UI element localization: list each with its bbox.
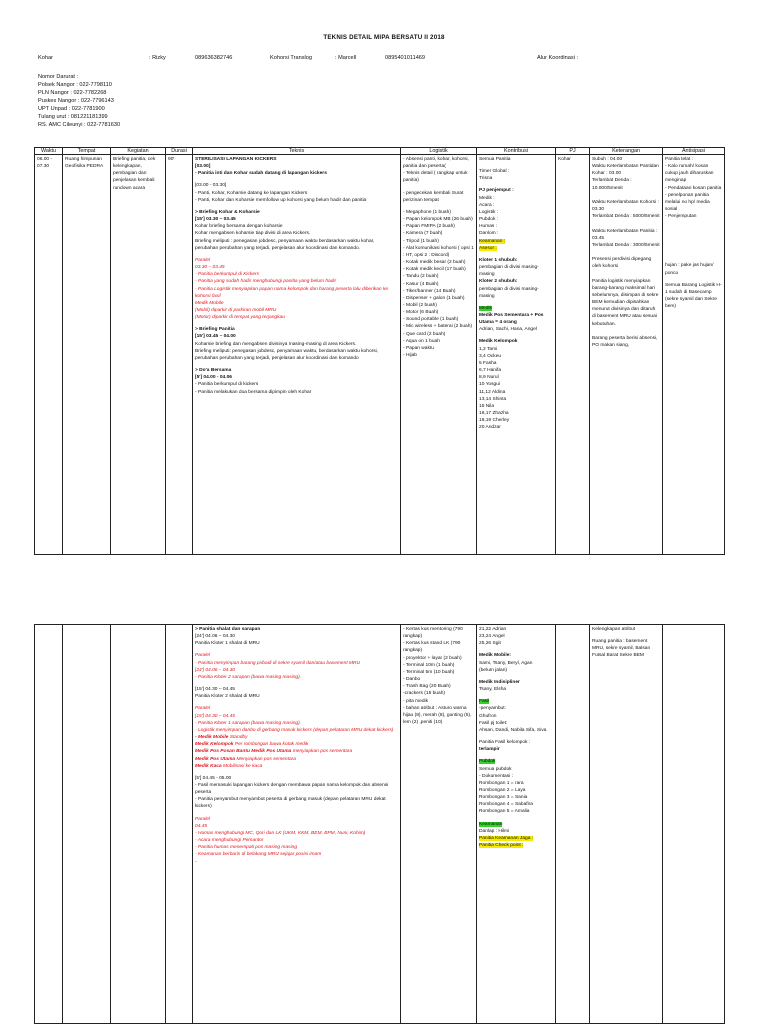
- teknis-red-line: - Acara menghubungi Pemantor: [195, 838, 264, 844]
- column-header-waktu: Waktu: [35, 148, 63, 155]
- logistik-item: - Danbo: [403, 677, 421, 683]
- logistik-item: - Que card (2 buah): [403, 331, 446, 337]
- kontribusi-line: 10 Yosgui: [479, 382, 501, 388]
- column-header-durasi: Durasi: [166, 148, 193, 155]
- kontribusi-line: Ahsan, Dandi, Nabila Sifa, Siva: [479, 727, 547, 733]
- teknis-red-line: 03.30 – 03.45: [195, 265, 225, 271]
- emergency-item: Tulang urut : 081221181399: [38, 114, 108, 121]
- emergency-item: Puskes Nangor : 022-7796143: [38, 98, 114, 105]
- logistik-item: - Megaphone (1 buah): [403, 209, 451, 215]
- logistik-item: - Hijab: [403, 353, 417, 359]
- kontribusi-line: 6,7 Hanifa: [479, 368, 502, 374]
- teknis-red-line: 04.45: [195, 823, 208, 829]
- column-header-kontribusi: Kontribusi: [477, 148, 556, 155]
- teknis-line: Kohar mengabsen koharsie tiap divisi di area Kickers.: [195, 231, 311, 237]
- teknis-red-line: - Logistik menyimpan danbo di gerbang masuk kickers (depan pelataran MRU dekat kickers): [195, 727, 394, 733]
- coordinator-role-2: Kohorsi Translog: [270, 55, 312, 61]
- teknis-time: [24'] 04.06 – 04.30: [195, 634, 235, 640]
- kontribusi-line: Semua pubdok: [479, 766, 512, 772]
- emergency-numbers: [38, 73, 120, 129]
- table-header-row: [35, 148, 725, 155]
- teknis-red-bold: Medik Kelompok: [195, 742, 234, 748]
- kontribusi-line: 15 Nila: [479, 403, 495, 409]
- logistik-item: - Kertas kus mentoring (790 rangkap): [403, 627, 463, 640]
- logistik-item: - proyektor + layar (2 buah): [403, 655, 462, 661]
- cell-pj: Kohar: [556, 155, 590, 555]
- logistik-item: - Papan kelompok MB (26 buah): [403, 217, 473, 223]
- teknis-red-bold: - Medik Mobile: [195, 735, 229, 741]
- keterangan-line: Panitia logistik menyiapkan barang-barang maksimal hari sebelumnya, disimpan di sekre BEM kemudian dipisahkan menurut divisinya dan ditaruh di basement MRU atau sesuai kebutuhan.: [592, 278, 659, 327]
- teknis-time: [03.00]: [195, 164, 211, 170]
- logistik-item: - Terminal 10m (1 buah): [403, 662, 455, 668]
- logistik-item: - pengecekan kembali Surat perizinan tempat: [403, 190, 464, 203]
- highlight-pubdok: Pubdok: [479, 759, 496, 765]
- keterangan-line: Terlambat Denda : 5000/5menit: [592, 214, 660, 220]
- teknis-red-line: - Keamanan berbaris di belakang MRU sejajar posisi imam: [195, 852, 322, 858]
- logistik-item: - Aqua on 1 buah: [403, 338, 440, 344]
- kontribusi-line: Tsany, Elsha: [479, 687, 507, 693]
- teknis-line: - Panitia melakukan doa bersama dipimpin oleh Kohar: [195, 389, 312, 395]
- logistik-item: - Kamera (7 buah): [403, 231, 443, 237]
- kontribusi-line: 25,26 Sgit: [479, 641, 501, 647]
- kontribusi-heading: Medik Kelompok: [479, 339, 518, 345]
- cell-durasi: [166, 625, 193, 1024]
- kontribusi-heading: Medik Pos Sementara + Pos Utama = 4 orang: [479, 312, 544, 326]
- logistik-item: - Papan waktu: [403, 345, 434, 351]
- keterangan-line: [592, 271, 660, 278]
- emergency-item: RS. AMC Cileunyi : 022-7781630: [38, 122, 121, 129]
- antisipasi-line: - Pendataan kosan panitia: [665, 185, 722, 191]
- teknis-red-bold: Medik Pos Posan Bantu Medik Pos Utama: [195, 749, 292, 755]
- cell-logistik: [401, 155, 477, 555]
- logistik-item: - Alat komunikasi kohorsi ( opsi 1 : HT, opsi 2 : Discord): [403, 245, 474, 258]
- cell-kegiatan: [111, 625, 166, 1024]
- teknis-red-line: menyiapkan pos sementara: [292, 749, 353, 755]
- teknis-heading: STERILISASI LAPANGAN KICKERS: [195, 157, 277, 162]
- teknis-red-line: Per rombongan bawa kotak medik: [234, 742, 309, 748]
- kontribusi-line: Pubdok :: [479, 217, 499, 223]
- teknis-time: [03.00 - 03.30]: [195, 183, 227, 189]
- keterangan-line: [592, 192, 660, 199]
- keterangan-line: Waktu Keterlambatan Panitia : 03.45: [592, 228, 658, 241]
- emergency-item: UPT Unpad : 022-7781900: [38, 106, 105, 113]
- teknis-red-line: (Mobil) diparkir di parkiran mobil MRU: [195, 307, 277, 313]
- kontribusi-line: Humas :: [479, 224, 498, 230]
- highlight-check-point: Panitia Check point :: [479, 843, 524, 849]
- teknis-red-line: [24'] 04.06 – 04.30: [195, 667, 235, 673]
- teknis-red-line: - Panitia humas menempati pos masing masing: [195, 845, 298, 851]
- logistik-item: -crackers (15 buah): [403, 691, 445, 697]
- teknis-line: - Panitia berkumpul di kickers: [195, 382, 259, 388]
- highlight-medik: Medik: [479, 305, 492, 311]
- teknis-red-line: - Panitia Kloter 2 sarapan (bawa masing masing).: [195, 674, 302, 680]
- antisipasi-line: - penelponan panitia melalui no hp/ media sosial: [665, 192, 710, 213]
- teknis-paralel-label: Paralel: [195, 257, 211, 263]
- column-header-kegiatan: Kegiatan: [111, 148, 166, 155]
- teknis-red-line: - Panitia Logistik menyiapkan papan nama kelompok dan barang peserta lalu diberikan ke kohorsi fasil: [195, 286, 389, 299]
- cell-durasi: 90': [166, 155, 193, 555]
- teknis-line: - Panitia inti dan Kohar sudah datang di lapangan kickers: [195, 171, 327, 177]
- teknis-paralel-label: Paralel: [195, 706, 211, 712]
- highlight-asesor: Asesor :: [479, 245, 497, 251]
- kontribusi-line: - Dokumentasi :: [479, 773, 513, 779]
- cell-teknis: [193, 155, 401, 555]
- keterangan-line: Presensi perdivisi dipegang oleh kohorsi: [592, 257, 652, 270]
- kontribusi-line: (belum jalan): [479, 667, 507, 673]
- highlight-keamanan: Keamanan :: [479, 238, 506, 244]
- kontribusi-heading: Medik Indisipliner: [479, 679, 520, 685]
- emergency-item: PLN Nangor : 022-7782268: [38, 90, 107, 97]
- cell-pj: [556, 625, 590, 1024]
- keterangan-line: Barang peserta berisi absensi, PO makan siang,: [592, 335, 658, 349]
- logistik-item: - Tiker/banner (14 Buah): [403, 288, 456, 294]
- document-title: TEKNIS DETAIL MIPA BERSATU II 2018: [323, 34, 445, 41]
- cell-waktu: [35, 625, 63, 1024]
- column-header-keterangan: Keterangan: [590, 148, 663, 155]
- highlight-panitia-keamanan: Panitia Keamanan Jaga :: [479, 835, 534, 841]
- teknis-line: - Panti, Kohar dan Koharsie memfollow up kohorsi yang belum hadir dan panitia: [195, 197, 367, 203]
- teknis-heading: > Briefing Kohar & Koharsie: [195, 209, 260, 215]
- antisipasi-line: Semua Barang Logistik H-1 sudah di Basecamp (sekre syamil dan Sekre bem): [665, 282, 722, 310]
- keterangan-line: Waktu Keterlambatan Kohorsi : 03.30: [592, 199, 659, 213]
- logistik-item: - Terminal 5m (10 buah): [403, 669, 455, 675]
- teknis-line: - Panitia penyambut menyambut peserta di gerbang masuk (depan pelataran MRU dekat kickers): [195, 797, 386, 810]
- cell-antisipasi: [663, 625, 725, 1024]
- teknis-line: - Panti, Kohar, Koharsie datang ke lapangan Kickers: [195, 190, 308, 196]
- schedule-table-1: [34, 147, 725, 555]
- keterangan-line: Ruang panitia : basement MRU, sekre syamil, Balsan Futsal Barat Sekre BEM: [592, 639, 651, 659]
- kontribusi-line: 11,12 Aldina: [479, 389, 506, 395]
- kontribusi-line: Timer Global :: [479, 169, 510, 175]
- kontribusi-heading: Kloter 1 shubuh:: [479, 257, 518, 263]
- kontribusi-line: 8,9 Nurul: [479, 375, 499, 381]
- cell-kegiatan: Briefing panitia, cek kelengkapan, pembagian dan penjelasan kembali rundown acara: [111, 155, 166, 555]
- kontribusi-line: Adrian, Sachi, Hana, Angel: [479, 327, 537, 333]
- kontribusi-heading: PJ penjemput :: [479, 188, 514, 194]
- cell-tempat: Ruang himpunan Geofisika PEDRA: [63, 155, 111, 555]
- coordinator-phone-2: 0895401011469: [385, 55, 426, 61]
- column-header-antisipasi: Antisipasi: [663, 148, 725, 155]
- cell-logistik: [401, 625, 477, 1024]
- column-header-pj: PJ: [556, 148, 590, 155]
- teknis-red-line: - Humas menghubungi MC, Qori dan LK (UKM, KKM, BEM, BPM, Nuni, Kohim): [195, 830, 366, 836]
- teknis-time: [5'] 04.45 - 05.00: [195, 775, 232, 781]
- teknis-paralel-label: Paralel: [195, 816, 211, 822]
- emergency-title: Nomor Darurat :: [38, 74, 79, 80]
- teknis-red-line: Standby: [229, 735, 248, 741]
- teknis-heading: > Do'a Bersama: [195, 368, 232, 374]
- kontribusi-line: Sami, Tsany, Beryl, Agan: [479, 660, 533, 666]
- teknis-red-bold: Medik Pos Utama: [195, 756, 236, 762]
- kontribusi-line: Rombongan 3 = Sania: [479, 795, 528, 801]
- highlight-fasil: Fasil: [479, 699, 490, 705]
- alur-koordinasi-label: Alur Koordinasi :: [537, 55, 579, 61]
- teknis-time: [15'] 04.30 – 04.45: [195, 687, 235, 693]
- cell-keterangan: [590, 625, 663, 1024]
- cell-teknis: [193, 625, 401, 1024]
- logistik-item: - Kasur (4 Buah): [403, 281, 439, 287]
- column-header-logistik: Logistik: [401, 148, 477, 155]
- antisipasi-spacer: [665, 220, 722, 262]
- column-header-teknis: Teknis: [193, 148, 401, 155]
- logistik-item: - Teknis detail ( rangkap untuk panitia): [403, 171, 468, 184]
- teknis-time: [5'] 04.00 - 04.06: [195, 375, 232, 381]
- coordinator-row: [38, 55, 738, 65]
- logistik-item: - Kertas kus stand LK (790 rangkap): [403, 641, 461, 654]
- cell-kontribusi: [477, 155, 556, 555]
- logistik-item: - Papan FMIPA (2 buah): [403, 224, 455, 230]
- emergency-item: Polsek Nangor : 022-7798110: [38, 82, 112, 89]
- teknis-red-line: - Panitia berkumpul di Kickers: [195, 272, 260, 278]
- kontribusi-line: Medik :: [479, 195, 495, 201]
- teknis-line: Panitia Kloter 2 shalat di MRU: [195, 694, 260, 700]
- logistik-item: - bahan atribut : Asturo warna hijau (8), merah (8), gunting (5), lem (2) ,peniti (10): [403, 705, 472, 726]
- kontribusi-line: Danlom :: [479, 231, 499, 237]
- kontribusi-line: Ghufron: [479, 713, 497, 719]
- teknis-red-bold: Medik Kaca: [195, 763, 222, 769]
- kontribusi-heading: Kloter 2 shubuh:: [479, 279, 518, 285]
- kontribusi-line: 3,4 Ockeu: [479, 353, 502, 359]
- cell-antisipasi: [663, 155, 725, 555]
- teknis-red-line: Mobilisasi ke kaca: [223, 763, 263, 769]
- kontribusi-line: 20 Andzar: [479, 425, 501, 431]
- kontribusi-line: -penyambut:: [479, 706, 506, 712]
- logistik-item: - Trash Bag (20 Buah): [403, 684, 451, 690]
- kontribusi-line: Logistik :: [479, 209, 499, 215]
- logistik-item: - Absensi panti, kohar, kohorsi, panitia dan peserta(: [403, 157, 469, 170]
- kontribusi-line: 18,19 Cherley: [479, 418, 510, 424]
- kontribusi-line: Semua Panitia: [479, 157, 511, 162]
- keterangan-line: [592, 220, 660, 227]
- logistik-item: - Motor (6 Buah): [403, 310, 439, 316]
- kontribusi-heading: Medik Mobile:: [479, 653, 512, 659]
- teknis-line: Briefing meliputi : penegasan jobdesc, penyamaan waktu berdasarkan waktu kohar, perubahan perubahan yang terjadi, penjelasan alur koordinasi dan komando.: [195, 238, 375, 251]
- teknis-heading: > Briefing Panitia: [195, 327, 235, 333]
- teknis-red-line: Medik Mobile: [195, 300, 224, 306]
- keterangan-line: [592, 249, 660, 256]
- teknis-heading: > Panitia shalat dan sarapan: [195, 627, 261, 632]
- table-row: [35, 625, 725, 1024]
- logistik-item: - Mic wireless + baterai (2 buah): [403, 324, 473, 330]
- antisipasi-line: hujan : pake jas hujan/ ponco: [665, 263, 714, 276]
- logistik-item: - Tripod (1 buah): [403, 238, 439, 244]
- teknis-time: [15'] 03.45 – 04.00: [195, 334, 236, 340]
- keterangan-line: Subuh : 04.00: [592, 157, 623, 162]
- coordinator-name-1: : Rizky: [149, 55, 166, 61]
- teknis-line: - Fasil memasuki lapangan kickers dengan membawa papan nama kelompok dan absensi peserta: [195, 782, 389, 796]
- kontribusi-line: Acara :: [479, 202, 495, 208]
- keterangan-line: [592, 328, 660, 335]
- teknis-red-line: [15'] 04.30 – 04.45: [195, 713, 235, 719]
- cell-waktu: 06.00 - 07.30: [35, 155, 63, 555]
- logistik-item: - Tandu (2 buah): [403, 274, 439, 280]
- kontribusi-line: Rombongan 4 = Sabafira: [479, 802, 533, 808]
- teknis-red-line: (Motor) diparkir di tempat yang terjangkau: [195, 315, 285, 321]
- teknis-paralel-label: Paralel: [195, 653, 211, 659]
- keterangan-line: Terlambat Denda : 3000/5menit: [592, 242, 660, 248]
- teknis-line: -: [195, 859, 197, 865]
- logistik-item: - Mobil (2 buah): [403, 302, 437, 308]
- cell-keterangan: [590, 155, 663, 555]
- cell-tempat: [63, 625, 111, 1024]
- kontribusi-line: Fasil pj toilet:: [479, 720, 508, 726]
- logistik-item: - Sound portable (1 buah): [403, 317, 459, 323]
- schedule-table-2: [34, 624, 725, 1024]
- kontribusi-line: pembagian di divisi masing-masing: [479, 265, 539, 278]
- kontribusi-line: 21,22 Adrian: [479, 627, 507, 632]
- teknis-line: Briefing meliputi: penegasan jobdesc, penyamaan waktu, berdasarkan waktu kohorsi, perubahan perubahan yang terjadi, penjelasan alur koordinasi dan komando: [195, 348, 379, 361]
- teknis-line: Kohar briefing bersama dengan koharsie: [195, 224, 283, 230]
- kontribusi-line: Trisna: [479, 176, 493, 182]
- antisipasi-line: - Penjemputan: [665, 214, 697, 220]
- teknis-line: Panitia Kloter 1 shalat di MRU: [195, 641, 260, 647]
- kontribusi-line: 13,14 Shinta: [479, 396, 507, 402]
- kontribusi-line: 23,24 Angel: [479, 634, 505, 640]
- teknis-red-line: Menyiapkan pos sementara: [236, 756, 296, 762]
- teknis-red-line: - Panitia menyimpan barang pribadi di sekre syamil dan/atau basement MRU: [195, 660, 361, 666]
- teknis-line: Koharsie briefing dan mengabsen divisinya masing-masing di area Kickers.: [195, 341, 357, 347]
- teknis-red-line: - Panitia yang sudah hadir menghubungi panitia yang belum hadir: [195, 279, 337, 285]
- coordinator-name-2: : Marcell: [335, 55, 357, 61]
- logistik-item: - Dispenser + galon (1 buah): [403, 295, 465, 301]
- highlight-keamanan: Keamanan: [479, 821, 503, 827]
- kontribusi-line: 1,2 Tami: [479, 346, 498, 352]
- teknis-time: [15'] 03.30 – 03.45: [195, 217, 236, 223]
- kontribusi-line: Rombongan 1 = rara: [479, 780, 524, 786]
- logistik-item: - pita medik: [403, 698, 429, 704]
- kontribusi-line: 5 Fasha: [479, 360, 497, 366]
- teknis-red-line: - Panitia Kloter 1 sarapan (bawa masing masing).: [195, 720, 302, 726]
- table-row: [35, 155, 725, 555]
- kontribusi-line: terlampir: [479, 747, 500, 753]
- kontribusi-line: Rombongan 2 = Laya: [479, 787, 526, 793]
- logistik-item: - Kotak medik kecil (17 buah): [403, 267, 466, 273]
- kontribusi-line: Panitia Fasil kelompok :: [479, 740, 531, 746]
- keterangan-line: Terlambat Denda : 10.000/5menit: [592, 178, 632, 191]
- antisipasi-line: - Kalo rumah/ kosan cukup jauh diharuskan menginap: [665, 164, 714, 184]
- coordinator-phone-1: 089636382746: [195, 55, 233, 61]
- kontribusi-line: Danlap : Hilmi: [479, 828, 510, 834]
- coordinator-role-1: Kohar: [38, 55, 53, 61]
- kontribusi-line: pembagian di divisi masing-masing: [479, 286, 539, 299]
- antisipasi-line: Panitia telat :: [665, 157, 694, 162]
- kontribusi-line: 16,17 Zhazha: [479, 411, 509, 416]
- kontribusi-line: Rombongan 5 = Amalia: [479, 809, 530, 815]
- keterangan-line: Kelengkapan atribut: [592, 627, 636, 632]
- column-header-tempat: Tempat: [63, 148, 111, 155]
- logistik-item: - Kotak medik besar (2 buah): [403, 260, 466, 266]
- cell-kontribusi: [477, 625, 556, 1024]
- keterangan-line: Waktu Keterlambatan Pantidan Kohar : 03.00: [592, 164, 659, 177]
